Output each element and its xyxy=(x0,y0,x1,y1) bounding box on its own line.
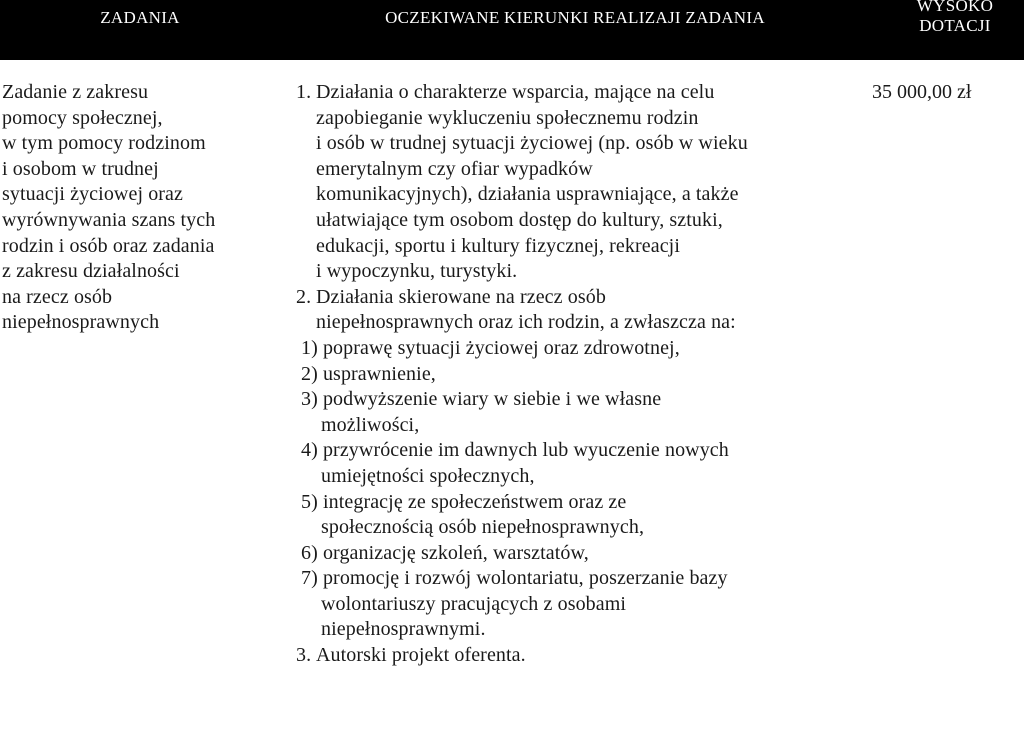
header-amount-line2: DOTACJI xyxy=(919,16,991,35)
task-line: i osobom w trudnej xyxy=(2,157,159,180)
task-description xyxy=(2,80,270,336)
header-amount-line1: WYSOKO xyxy=(916,0,994,15)
item-number: 1. xyxy=(296,81,312,103)
task-line: rodzin i osób oraz zadania xyxy=(2,234,215,257)
task-line: wyrównywania szans tych xyxy=(2,208,216,231)
sub-item-line: 3) podwyższenie wiary w siebie i we własne xyxy=(301,388,662,411)
sub-item-5 xyxy=(296,490,876,541)
expected-directions xyxy=(296,80,876,669)
sub-item-3 xyxy=(296,387,876,438)
item-line: Działania o charakterze wsparcia, mające na celu xyxy=(316,81,715,103)
task-line: niepełnosprawnych xyxy=(2,311,160,334)
sub-item-6 xyxy=(296,541,876,567)
sub-item-line: umiejętności społecznych, xyxy=(321,464,535,487)
sub-item-4 xyxy=(296,438,876,489)
task-line: na rzecz osób xyxy=(2,285,113,308)
sub-item-line: 1) poprawę sytuacji życiowej oraz zdrowotnej, xyxy=(301,336,680,359)
sub-item-line: 4) przywrócenie im dawnych lub wyuczenie nowych xyxy=(301,439,729,462)
item-number: 3. xyxy=(296,644,312,667)
grant-amount: 35 000,00 zł xyxy=(872,81,972,103)
task-line: Zadanie z zakresu xyxy=(2,81,149,103)
item-line: niepełnosprawnych oraz ich rodzin, a zwłaszcza na: xyxy=(316,311,736,334)
item-line: Autorski projekt oferenta. xyxy=(316,644,526,667)
item-line: Działania skierowane na rzecz osób xyxy=(316,285,606,308)
sub-item-line: 6) organizację szkoleń, warsztatów, xyxy=(301,541,589,564)
sub-item-line: wolontariuszy pracujących z osobami xyxy=(321,592,627,615)
sub-item-line: niepełnosprawnymi. xyxy=(321,618,486,641)
task-line: sytuacji życiowej oraz xyxy=(2,183,184,206)
header-tasks: ZADANIA xyxy=(100,8,180,27)
direction-item-2 xyxy=(296,285,876,643)
sub-item-line: 5) integrację ze społeczeństwem oraz ze xyxy=(301,490,627,513)
sub-item-line: 2) usprawnienie, xyxy=(301,362,436,385)
item-line: i wypoczynku, turystyki. xyxy=(316,260,518,283)
item-line: zapobieganie wykluczeniu społecznemu rodzin xyxy=(316,106,699,129)
header-directions: OCZEKIWANE KIERUNKI REALIZAJI ZADANIA xyxy=(385,8,765,27)
item-line: komunikacyjnych), działania usprawniające, a także xyxy=(316,183,739,206)
item-line: emerytalnym czy ofiar wypadków xyxy=(316,157,593,180)
task-line: pomocy społecznej, xyxy=(2,106,163,129)
header-amount xyxy=(880,0,1024,36)
direction-item-3 xyxy=(296,643,876,669)
sub-item-1 xyxy=(296,336,876,362)
item-line: edukacji, sportu i kultury fizycznej, rekreacji xyxy=(316,234,680,257)
sub-item-line: możliwości, xyxy=(321,413,420,436)
task-line: z zakresu działalności xyxy=(2,260,180,283)
item-line: ułatwiające tym osobom dostęp do kultury, sztuki, xyxy=(316,208,723,231)
item-line: i osób w trudnej sytuacji życiowej (np. osób w wieku xyxy=(316,132,748,155)
table-header xyxy=(0,0,1024,60)
sub-item-line: 7) promocję i rozwój wolontariatu, poszerzanie bazy xyxy=(301,567,728,590)
task-line: w tym pomocy rodzinom xyxy=(2,132,206,155)
sub-item-line: społecznością osób niepełnosprawnych, xyxy=(321,516,645,539)
sub-item-2 xyxy=(296,362,876,388)
direction-item-1 xyxy=(296,80,876,285)
item-number: 2. xyxy=(296,285,312,308)
sub-item-7 xyxy=(296,566,876,643)
